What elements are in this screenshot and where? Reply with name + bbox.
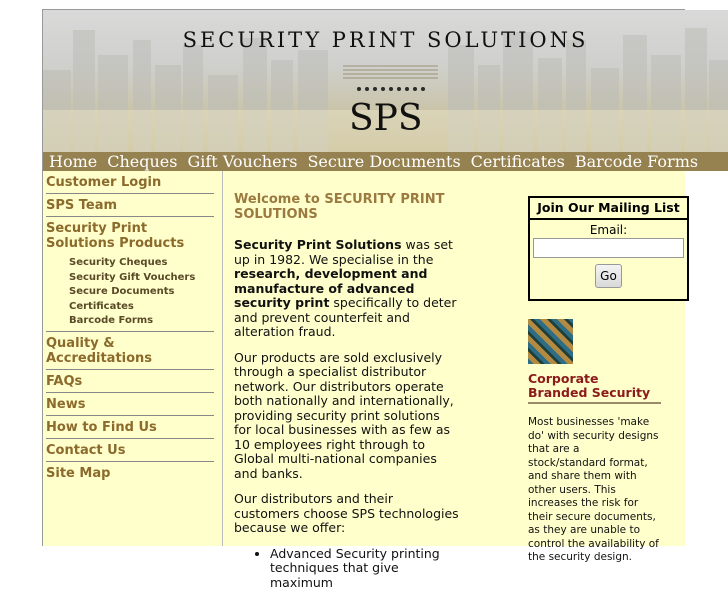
sidebar-item-products[interactable]: Security Print Solutions Products (46, 217, 214, 254)
page-container (42, 9, 685, 546)
sidebar-item-site-map[interactable]: Site Map (46, 462, 214, 484)
header-banner (43, 10, 728, 152)
right-column (528, 196, 689, 565)
site-title: SECURITY PRINT SOLUTIONS (43, 28, 728, 52)
sidebar-item-customer-login[interactable]: Customer Login (46, 171, 214, 194)
mailing-list-box (528, 196, 689, 301)
intro-text-2: specifically to deter and prevent counterfeit and alteration fraud. (234, 295, 457, 339)
nav-gift-vouchers[interactable]: Gift Vouchers (181, 152, 301, 171)
nav-certificates[interactable]: Certificates (465, 152, 569, 171)
sidebar (43, 171, 223, 546)
intro-bold-name: Security Print Solutions (234, 237, 402, 252)
go-button[interactable]: Go (595, 264, 622, 288)
nav-barcode-forms[interactable]: Barcode Forms (569, 152, 702, 171)
promo-title[interactable]: Corporate Branded Security (528, 372, 661, 404)
nav-secure-documents[interactable]: Secure Documents (301, 152, 464, 171)
sidebar-item-quality[interactable]: Quality & Accreditations (46, 332, 214, 370)
sps-logo[interactable]: SPS (349, 98, 423, 139)
sidebar-sub-secure-documents[interactable]: Secure Documents (69, 285, 214, 300)
intro-bold-focus: research, development and manufacture of advanced security print (234, 266, 427, 310)
sidebar-item-faqs[interactable]: FAQs (46, 370, 214, 393)
mailing-list-title: Join Our Mailing List (530, 198, 687, 220)
sidebar-sub-certificates[interactable]: Certificates (69, 300, 214, 315)
page-title: Welcome to SECURITY PRINT SOLUTIONS (234, 192, 459, 222)
security-pattern-thumbnail[interactable] (528, 319, 573, 364)
nav-home[interactable]: Home (43, 152, 101, 171)
sidebar-sub-barcode-forms[interactable]: Barcode Forms (69, 314, 214, 329)
sidebar-item-find-us[interactable]: How to Find Us (46, 416, 214, 439)
nav-cheques[interactable]: Cheques (101, 152, 181, 171)
sidebar-sub-security-gift-vouchers[interactable]: Security Gift Vouchers (69, 271, 214, 286)
main-content (234, 192, 459, 590)
offer-list (234, 547, 459, 590)
intro-paragraph (234, 238, 459, 340)
intro-text-1: was set up in 1982. We specialise in the (234, 237, 453, 267)
distributors-paragraph: Our products are sold exclusively through a specialist distributor network. Our distributors operate both nationally and internationally, providing security print solutions for local businesses with as few as 10 employees right through to Global multi-national companies and banks. (234, 351, 459, 482)
sidebar-item-sps-team[interactable]: SPS Team (46, 194, 214, 217)
email-label: Email: (530, 223, 687, 237)
main-nav (43, 152, 728, 171)
sidebar-subnav (46, 254, 214, 332)
sidebar-item-news[interactable]: News (46, 393, 214, 416)
list-item: • Advanced Security printing techniques that give maximum (270, 547, 459, 590)
email-field[interactable] (533, 238, 684, 258)
offer-paragraph: Our distributors and their customers choose SPS technologies because we offer: (234, 492, 459, 536)
promo-text: Most businesses 'make do' with security designs that are a stock/standard format, and share them with other users. This increases the risk for their secure documents, as they are unable to control the availability of the security design. (528, 416, 660, 565)
sidebar-item-contact-us[interactable]: Contact Us (46, 439, 214, 462)
sidebar-sub-security-cheques[interactable]: Security Cheques (69, 256, 214, 271)
